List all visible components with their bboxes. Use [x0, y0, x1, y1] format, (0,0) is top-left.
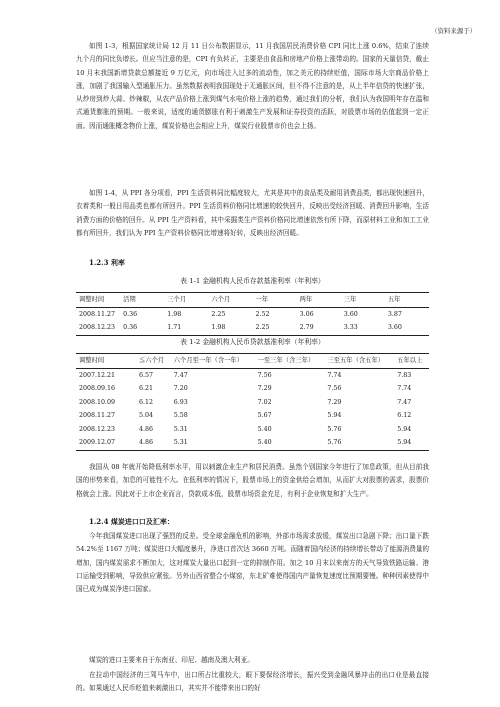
- table-row: [76, 383, 429, 397]
- table-row: [76, 423, 429, 437]
- paragraph-coal-import: 今年我国煤炭进口出现了强烈的反差。受全球金融危机的影响，外部市场需求放缓，煤炭出口急剧下降；出口量下跌 54.2%至 1167 万吨；煤炭进口大幅度暴升，净进口首次达 3660 万吨。而随着国内经济的持续增长带动了能源消费量的增加，国内煤炭需求不断加大，这对煤炭大量出口起到一定的抑制作用。加之 10 月末以来南方的天气导致铁路运输、港口运输受到影响，导致供应紧张。另外山西省整合小煤窑，东北矿难使得国内产量恢复速度比预期要慢。种种因素使得中国已成为煤炭净进口国家。: [76, 532, 430, 594]
- source-note: （资料来源于）: [431, 27, 476, 35]
- table-cell: 7.47: [173, 371, 188, 379]
- table-cell: 5.94: [397, 439, 412, 446]
- table-header-row: [76, 354, 429, 369]
- table-header-cell: 五年: [387, 296, 401, 303]
- table-cell: 2008.11.27: [79, 412, 116, 419]
- table-cell: 7.29: [327, 398, 342, 406]
- table-cell: 5.40: [257, 439, 272, 446]
- table-header-cell: 调整时间: [79, 357, 105, 364]
- table-cell: 2008.12.23: [79, 425, 116, 433]
- table-cell: 3.60: [343, 310, 358, 318]
- table-cell: 2.52: [255, 310, 270, 318]
- table-cell: 7.83: [397, 371, 412, 379]
- table-cell: 1.98: [167, 310, 182, 318]
- table-header-cell: 调整时间: [79, 296, 105, 303]
- table-cell: 3.06: [299, 310, 314, 318]
- table-header-cell: 三年: [343, 296, 357, 303]
- loan-rate-table: [76, 353, 429, 451]
- table-cell: 7.74: [327, 371, 342, 379]
- heading-coal-import: 1.2.4 煤炭进口口及汇率：: [89, 517, 174, 526]
- table-cell: 5.94: [397, 425, 412, 433]
- table-header-cell: 三至五年（含五年）: [327, 357, 385, 364]
- table-row: [76, 410, 429, 424]
- table-cell: 3.60: [387, 324, 402, 331]
- paragraph-interest-rate: 我国从 08 年就开始降低利率水平，用以刺激企业生产和居民消费。虽然个别国家今年进行了加息政策，但从目前我国的形势来看，加息的可能性不大。在低利率的情况下，股票市场上的资金供给会增加，从而扩大对股票的需求，股票价格就会上涨。因此对于上市企业而言，贷款成本低，股票市场资金充足，有利于企业恢复和扩大生产。: [76, 463, 429, 498]
- heading-interest-rate: 1.2.3 利率: [89, 258, 125, 267]
- table-cell: 5.40: [257, 425, 272, 433]
- table-cell: 6.12: [139, 398, 154, 406]
- paragraph-coal-sources: 煤炭的进口主要来自于东南亚、印尼、越南及澳大利亚。: [89, 656, 254, 664]
- table-cell: 5.76: [327, 439, 342, 446]
- table-cell: 7.56: [327, 385, 342, 392]
- table-cell: 7.56: [257, 371, 272, 379]
- table-cell: 5.04: [139, 412, 154, 419]
- table-header-row: [76, 293, 429, 308]
- table-cell: 7.74: [397, 385, 412, 392]
- table-cell: 0.36: [123, 324, 138, 331]
- table-cell: 2008.09.16: [79, 385, 116, 392]
- table-cell: 5.58: [173, 412, 188, 419]
- paragraph-ppi: 如图 1-4，从 PPI 各分项看，PPI 生活资料同比幅度较大，尤其是其中的食品类及耐用消费品类，都出现快速回升，衣着类和一般日用品类也都有所回升。PPI 生活资料价格同比增速的较快回升，反映出受经济回暖、消费回升影响，生活消费方面的价格的回升。从 PPI 生产资料看，其中采掘类生产资料价格同比增速依然有所下降，而原材料工业和加工工业都有所回升，我们认为 PPI 生产资料价格同比增速将好转，反映出经济回暖。: [76, 189, 429, 237]
- table-cell: 5.31: [173, 439, 188, 446]
- table-cell: 5.31: [173, 425, 188, 433]
- table-header-cell: ≦六个月: [139, 357, 165, 364]
- table-cell: 7.02: [257, 398, 272, 406]
- table1-caption: 表 1-1 金融机构人民币存款基准利率（年利率）: [180, 277, 325, 285]
- table-cell: 6.12: [397, 412, 412, 419]
- table-cell: 5.76: [327, 425, 342, 433]
- table-cell: 4.86: [139, 425, 154, 433]
- table-cell: 6.57: [139, 371, 154, 379]
- table-row: [76, 437, 429, 451]
- table-row: [76, 308, 429, 322]
- table-row: [76, 322, 429, 336]
- table-cell: 2009.12.07: [79, 439, 116, 446]
- table-cell: 3.33: [343, 324, 358, 331]
- table-cell: 2008.11.27: [79, 310, 116, 318]
- table-cell: 2.25: [211, 310, 226, 318]
- paragraph-cpi: 如图 1-3，根据国家统计局 12 月 11 日公布数据显示，11 月我国居民消费价格 CPI 同比上涨 0.6%，结束了连续九个月的同比负增长。但应当注意的是，CPI 有负转正，主要是由食品和房地产价格上涨带动的。国家的天量信贷，截止 10 月末我国新增贷款总额接近 9 万亿元，向市场注入过多的流动性，加之美元的持续贬值，国际市场大宗商品价格上涨，加剧了我国输入型通胀压力。虽然数据表明我国现处于无通胀区间，但不得不注意的是，从上半年信贷的快速扩张，从炒房到炒大蒜、炒辣椒，从农产品价格上涨到煤气水电价格上涨的趋势，通过我们的分析，我们认为我国明年存在温和式通货膨胀的预期。一般来说，适度的通货膨胀有利于刺激生产发展和证券投资的活跃，对股票市场的估值起到一定正面。因而通胀概念物价上涨，煤炭价格也会相应上升，煤炭行业股票市价也会上扬。: [76, 42, 429, 130]
- table-header-cell: 一年: [255, 296, 269, 303]
- table-cell: 2.79: [299, 324, 314, 331]
- table-header-cell: 三个月: [167, 296, 187, 303]
- paragraph-export: 在拉动中国经济的三驾马车中，出口所占比重较大，眼下要保经济增长，振兴受到金融风暴冲击的出口业是最直接的。如果通过人民币贬值来刺激出口，其实并不能带来出口的好: [76, 671, 429, 693]
- table-cell: 1.98: [211, 324, 226, 331]
- table-header-cell: 五年以上: [397, 357, 423, 364]
- table-cell: 2.25: [255, 324, 270, 331]
- table-header-cell: 两年: [299, 296, 313, 303]
- table-cell: 2007.12.21: [79, 371, 116, 379]
- table-cell: 6.93: [173, 398, 188, 406]
- table2-caption: 表 1-2 金融机构人民币贷款基准利率（年利率）: [180, 338, 325, 346]
- table-cell: 5.67: [257, 412, 272, 419]
- table-cell: 7.47: [397, 398, 412, 406]
- table-header-cell: 活期: [123, 296, 136, 303]
- table-row: [76, 369, 429, 383]
- table-cell: 4.86: [139, 439, 154, 446]
- table-header-cell: 六个月: [211, 296, 231, 303]
- deposit-rate-table: [76, 292, 429, 336]
- table-cell: 2008.12.23: [79, 324, 116, 331]
- table-cell: 2008.10.09: [79, 398, 116, 406]
- table-header-cell: 六个月至一年（含一年）: [173, 357, 243, 364]
- table-cell: 0.36: [123, 310, 138, 318]
- table-cell: 3.87: [387, 310, 402, 318]
- table-cell: 7.29: [257, 385, 272, 392]
- table-cell: 6.21: [139, 385, 154, 392]
- table-cell: 7.20: [173, 385, 188, 392]
- table-row: [76, 396, 429, 410]
- table-cell: 5.94: [327, 412, 342, 419]
- table-cell: 1.71: [167, 324, 182, 331]
- table-header-cell: 一至三年（含三年）: [257, 357, 315, 364]
